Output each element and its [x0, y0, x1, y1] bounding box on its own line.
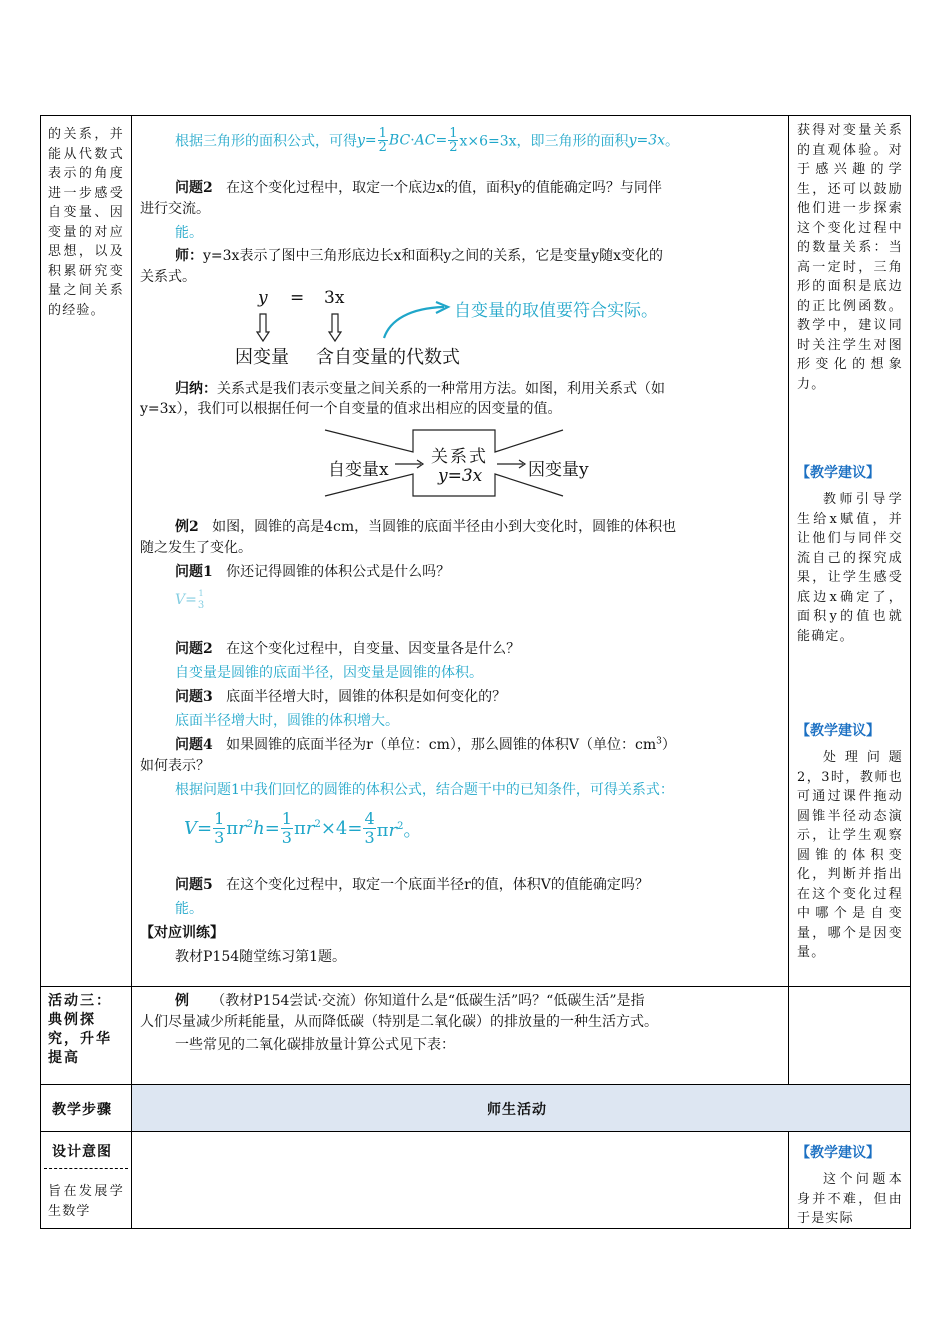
down-arrow-icon [256, 314, 270, 342]
example-2-line2: 随之发生了变化。 [140, 540, 252, 556]
activity3-example: 例 （教材P154尝试·交流）你知道什么是“低碳生活”吗？“低碳生活”是指 [175, 993, 645, 1009]
right-border [910, 115, 911, 1228]
right-col-paragraph: 获得对变量关系的直观体验。对于感兴趣的学生，还可以鼓励他们进一步探索这个变化过程中的数量关系：当高一定时，三角形的面积是底边的正比例函数。教学中，建议同时关注学生对图形变化的想象力。 [797, 123, 903, 392]
sub-question-4-line2: 如何表示？ [140, 758, 210, 774]
diagram1-expr: 3x [324, 288, 345, 308]
sub-question-5: 问题5 在这个变化过程中，取定一个底面半径r的值，体积V的值能确定吗？ [175, 877, 649, 893]
diagram2-box-title: 关系式 [431, 447, 488, 467]
row-divider-activity3 [40, 986, 911, 987]
activity3-example-line3: 一些常见的二氧化碳排放量计算公式见下表： [175, 1037, 455, 1053]
diagram2-box-expr: y=3x [438, 466, 483, 486]
table-top-border [40, 115, 911, 116]
question-2: 问题2 在这个变化过程中，取定一个底边x的值，面积y的值能确定吗？与同伴 [175, 180, 662, 196]
suggestion-text-3: 这个问题本身并不难，但由于是实际 [797, 1172, 903, 1226]
suggestion-title-3: 【教学建议】 [796, 1145, 880, 1161]
sub-question-1-answer: V= 1 3 [175, 589, 205, 611]
sub-question-5-answer: 能。 [175, 901, 203, 917]
training-title: 【对应训练】 [140, 925, 224, 941]
diagram2-independent: 自变量x [328, 460, 389, 480]
col-divider-2-lower [788, 1131, 789, 1228]
col-divider-1 [131, 115, 132, 1228]
question-2-line2: 进行交流。 [140, 201, 210, 217]
sub-question-3-answer: 底面半径增大时，圆锥的体积增大。 [175, 713, 399, 729]
dashed-divider [44, 1168, 128, 1169]
summary-line2: y=3x），我们可以根据任何一个自变量的值求出相应的因变量的值。 [140, 401, 562, 417]
col-divider-2-upper [788, 115, 789, 1084]
activity3-example-line2: 人们尽量减少所耗能量，从而降低碳（特别是二氧化碳）的排放量的一种生活方式。 [140, 1014, 658, 1030]
example-2: 例2 如图，圆锥的高是4cm，当圆锥的底面半径由小到大变化时，圆锥的体积也 [175, 519, 677, 535]
sub-question-2-answer: 自变量是圆锥的底面半径，因变量是圆锥的体积。 [175, 665, 483, 681]
summary: 归纳：关系式是我们表示变量之间关系的一种常用方法。如图，利用关系式（如 [175, 381, 665, 397]
design-intent-text: 旨在发展学生数学 [48, 1184, 124, 1219]
suggestion-title-1: 【教学建议】 [796, 465, 880, 481]
question-2-answer: 能。 [175, 225, 203, 241]
volume-formula: V= $\frac{1}{3}$ $\pi r^2h=$ $\frac{1}{3}$ $\pi r^2\times 4=$ $\frac{4}{3}$ $\pi r^2$。 [184, 809, 422, 847]
sub-question-3: 问题3 底面半径增大时，圆锥的体积是如何变化的？ [175, 689, 507, 705]
down-arrow-icon [328, 314, 342, 342]
sub-question-4: 问题4 如果圆锥的底面半径为r（单位：cm），那么圆锥的体积V（单位：$cm^3$） [175, 736, 676, 753]
design-intent-label: 设计意图 [52, 1144, 112, 1160]
suggestion-text-2: 处理问题2，3时，教师也可通过课件拖动圆锥半径动态演示，让学生观察圆锥的体积变化，判断并指出在这个变化过程中哪个是自变量，哪个是因变量。 [797, 750, 903, 960]
activity3-title: 活动三：典例探究，升华提高 [48, 993, 112, 1066]
curved-arrow-icon [380, 300, 450, 340]
sub-question-4-answer: 根据问题1中我们回忆的圆锥的体积公式，结合题干中的已知条件，可得关系式： [175, 782, 674, 798]
suggestion-text-1: 教师引导学生给x赋值，并让他们与同伴交流自己的探究成果，让学生感受底边x确定了，面积y的值也就能确定。 [797, 492, 903, 644]
diagram1-note: 自变量的取值要符合实际。 [454, 301, 658, 321]
answer-area-formula: 根据三角形的面积公式，可得y= $\frac{1}{2}$ BC·AC= $\frac{1}{2}$ x×6=3x，即三角形的面积y=3x。 [175, 126, 680, 155]
diagram2-dependent: 因变量y [528, 460, 589, 480]
sub-question-2: 问题2 在这个变化过程中，自变量、因变量各是什么？ [175, 641, 521, 657]
sub-question-1: 问题1 你还记得圆锥的体积公式是什么吗？ [175, 564, 451, 580]
training-text: 教材P154随堂练习第1题。 [175, 949, 347, 965]
left-border [40, 115, 41, 1228]
teacher-note: 师：y=3x表示了图中三角形底边长x和面积y之间的关系，它是变量y随x变化的 [175, 248, 664, 264]
teacher-note-line2: 关系式。 [140, 269, 196, 285]
left-col-paragraph: 的关系，并能从代数式表示的角度进一步感受自变量、因变量的对应思想，以及积累研究变量之间关系的经验。 [48, 127, 124, 318]
diagram1-dependent-label: 因变量 [235, 347, 289, 368]
diagram1-eq: = [290, 288, 305, 308]
table-bottom-border [40, 1228, 911, 1229]
header-activities: 师生活动 [487, 1102, 547, 1118]
suggestion-title-2: 【教学建议】 [796, 723, 880, 739]
header-teaching-steps: 教学步骤 [52, 1102, 112, 1118]
diagram1-expression-label: 含自变量的代数式 [316, 347, 460, 368]
row-divider-header-bottom [40, 1131, 911, 1132]
diagram1-y: y [258, 288, 268, 308]
